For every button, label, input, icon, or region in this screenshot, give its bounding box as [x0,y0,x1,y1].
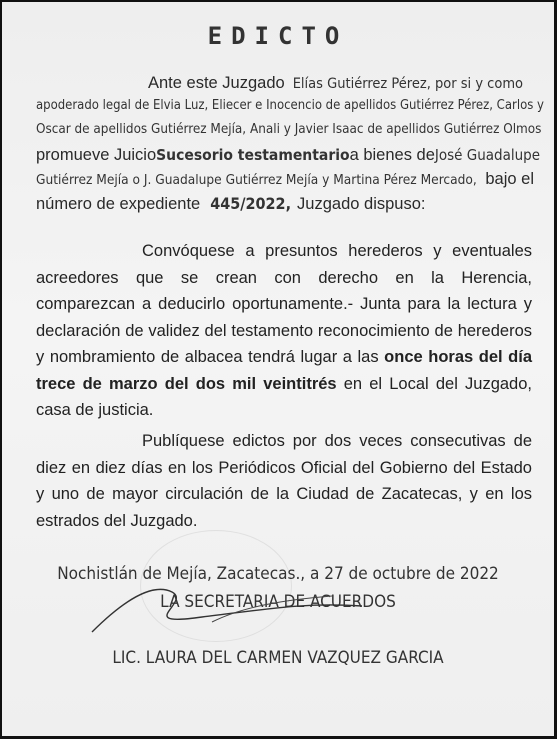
intro-line-5 [36,170,534,194]
intro-paragraph [36,74,544,218]
convocation-text: Convóquese a presuntos herederos y eventuales acreedores que se crean con derecho en la Herencia, comparezcan a deducirlo oportunamente.- Junta para la lectura y declaración de validez del testamento reconocimiento de herederos y nombramiento de albacea tendrá lugar a las [36,242,532,366]
place-date: Nochistlán de Mejía, Zacatecas., a 27 de octubre de 2022 [57,564,499,584]
intro-text: número de expediente [36,195,201,213]
intro-text: a bienes de [349,146,435,164]
intro-line-2 [36,98,544,122]
signatory-office: LA SECRETARIA DE ACUERDOS [160,592,396,612]
handwritten-fill: Gutiérrez Mejía o J. Guadalupe Gutiérrez Mejía y Martina Pérez Mercado, [36,172,477,188]
publication-paragraph [36,428,532,534]
intro-line-6 [36,194,534,218]
publication-text: Publíquese edictos por dos veces consecutivas de diez en diez días en los Periódicos Oficial del Gobierno del Estado y uno de mayor circulación de la Ciudad de Zacatecas, y en los estrados del Juzgado. [36,432,532,530]
case-number: 445/2022, [210,194,292,213]
document-title: EDICTO [207,22,349,50]
handwritten-fill: José Guadalupe [434,146,541,164]
handwritten-fill: apoderado legal de Elvia Luz, Eliecer e Inocencio de apellidos Gutiérrez Pérez, Carlos y [36,98,544,113]
case-type: Sucesorio testamentario [156,146,350,164]
hearing-datetime: once horas del día trece de marzo del dos mil veintitrés [36,348,532,393]
intro-text: Ante este Juzgado [148,74,285,92]
signature-scribble [62,562,392,642]
convocation-text: en el Local del Juzgado, casa de justicia. [36,374,532,419]
intro-line-1 [36,74,534,98]
convocation-paragraph [36,238,532,424]
intro-line-4 [36,146,541,170]
signatory-name: LIC. LAURA DEL CARMEN VAZQUEZ GARCIA [112,648,444,668]
intro-text: Juzgado dispuso: [297,195,426,213]
intro-text: promueve Juicio [36,146,157,164]
intro-line-3 [36,122,542,146]
intro-text: bajo el [485,170,534,188]
handwritten-fill: Elías Gutiérrez Pérez, por si y como [292,76,524,92]
handwritten-fill: Oscar de apellidos Gutiérrez Mejía, Anali y Javier Isaac de apellidos Gutiérrez Olmos [36,122,542,137]
